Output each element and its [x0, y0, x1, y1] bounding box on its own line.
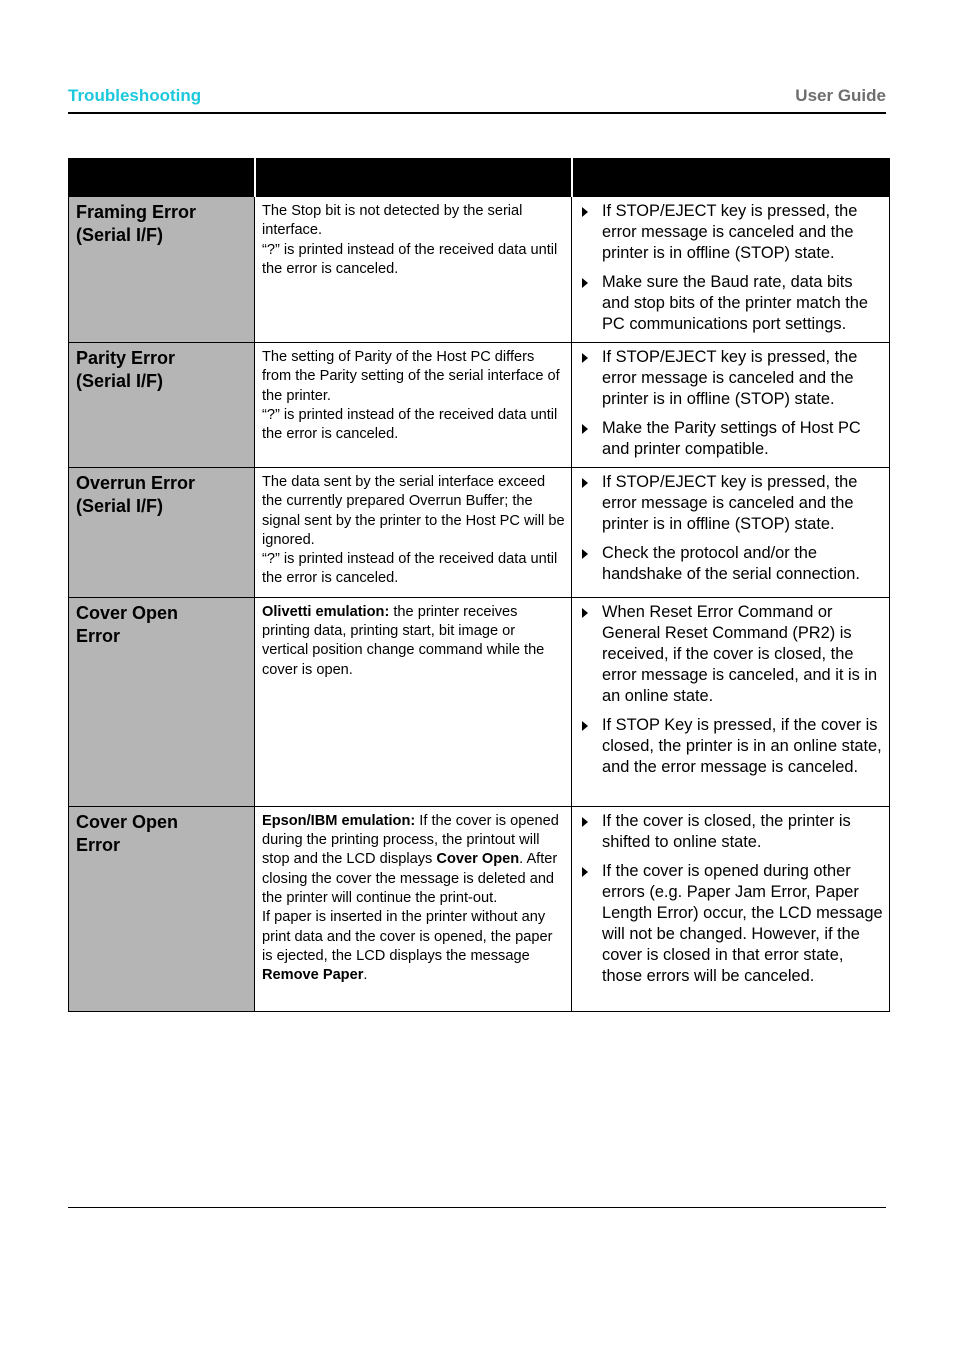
- error-name-line: Cover Open: [76, 811, 179, 832]
- header-divider: [68, 112, 886, 114]
- error-name-line: Cover Open: [76, 602, 179, 623]
- error-name-line: Error: [76, 834, 121, 855]
- table-row: [69, 343, 890, 468]
- table-header-row: [69, 158, 890, 197]
- remedy-item: [580, 602, 883, 707]
- remedy-text: If STOP/EJECT key is pressed, the error message is canceled and the printer is in offline (STOP) state.: [602, 348, 858, 408]
- bullet-arrow-icon: [582, 278, 588, 288]
- error-name-line: Overrun Error: [76, 473, 196, 493]
- footer-divider: [68, 1207, 886, 1208]
- remedy-text: Make sure the Baud rate, data bits and stop bits of the printer match the PC communications port settings.: [602, 273, 869, 333]
- description-paragraph: [262, 550, 565, 589]
- remedy-item: [580, 272, 883, 335]
- column-header-remedy: [572, 158, 890, 197]
- emulation-label: Epson/IBM emulation:: [262, 812, 416, 829]
- error-name-cell: [69, 597, 255, 806]
- error-description-cell: [255, 343, 572, 468]
- remedy-cell: [572, 468, 890, 598]
- description-text: the printer receives printing data, printing start, bit image or vertical position change command while the cover is open.: [262, 603, 545, 678]
- remedy-text: If STOP/EJECT key is pressed, the error message is canceled and the printer is in offline (STOP) state.: [602, 202, 858, 262]
- error-description-cell: [255, 597, 572, 806]
- description-text: If the cover is opened during the printing process, the printout will stop and the LCD displays: [262, 812, 559, 868]
- description-text: The data sent by the serial interface exceed the currently prepared Overrun Buffer; the signal sent by the printer to the Host PC will be ignored.: [262, 474, 565, 548]
- lcd-message: Cover Open: [436, 851, 520, 868]
- remedy-cell: [572, 806, 890, 1011]
- remedy-item: [580, 201, 883, 264]
- remedy-text: If STOP/EJECT key is pressed, the error message is canceled and the printer is in offline (STOP) state.: [602, 473, 858, 533]
- bullet-arrow-icon: [582, 608, 588, 618]
- description-paragraph: [262, 908, 565, 985]
- description-text: The setting of Parity of the Host PC differs from the Parity setting of the serial interface of the printer.: [262, 349, 560, 404]
- error-description-cell: [255, 197, 572, 343]
- description-paragraph: [262, 473, 565, 550]
- bullet-arrow-icon: [582, 549, 588, 559]
- error-name-line: Framing Error: [76, 202, 197, 222]
- error-name-line: (Serial I/F): [76, 496, 164, 516]
- remedy-item: [580, 543, 883, 585]
- remedy-cell: [572, 597, 890, 806]
- table-row: [69, 468, 890, 598]
- bullet-arrow-icon: [582, 721, 588, 731]
- bullet-arrow-icon: [582, 478, 588, 488]
- column-header-error: [69, 158, 255, 197]
- remedy-item: [580, 715, 883, 778]
- emulation-label: Olivetti emulation:: [262, 603, 390, 620]
- error-name-line: Parity Error: [76, 348, 176, 368]
- description-paragraph: [262, 348, 565, 406]
- bullet-arrow-icon: [582, 424, 588, 434]
- description-paragraph: [262, 241, 565, 280]
- table-row: [69, 806, 890, 1011]
- error-description-cell: [255, 806, 572, 1011]
- description-paragraph: [262, 603, 565, 680]
- description-text: If paper is inserted in the printer without any print data and the cover is opened, the paper is ejected, the LCD displays the message: [262, 909, 553, 964]
- description-paragraph: [262, 202, 565, 241]
- section-title: Troubleshooting: [68, 86, 202, 105]
- remedy-text: If STOP Key is pressed, if the cover is closed, the printer is in an online state, and the error message is canceled.: [602, 715, 882, 776]
- description-paragraph: [262, 406, 565, 445]
- remedy-item: [580, 861, 883, 987]
- remedy-cell: [572, 197, 890, 343]
- description-text: “?” is printed instead of the received data until the error is canceled.: [262, 241, 558, 277]
- remedy-text: Check the protocol and/or the handshake of the serial connection.: [602, 544, 860, 583]
- remedy-item: [580, 811, 883, 853]
- error-name-cell: [69, 806, 255, 1011]
- remedy-text: When Reset Error Command or General Reset Command (PR2) is received, if the cover is closed, the error message is canceled, and it is in an online state.: [602, 602, 878, 705]
- remedy-cell: [572, 343, 890, 468]
- bullet-arrow-icon: [582, 817, 588, 827]
- guide-title: User Guide: [795, 86, 886, 105]
- error-name-line: (Serial I/F): [76, 371, 164, 391]
- error-name-line: Error: [76, 625, 121, 646]
- error-name-cell: [69, 197, 255, 343]
- remedy-item: [580, 418, 883, 460]
- remedy-item: [580, 347, 883, 410]
- lcd-message: Remove Paper: [262, 967, 364, 984]
- remedy-text: If the cover is opened during other errors (e.g. Paper Jam Error, Paper Length Error) occur, the LCD message will not be changed. However, if the cover is closed in that error state, those errors will be canceled.: [602, 861, 883, 985]
- remedy-item: [580, 472, 883, 535]
- error-table: [68, 158, 890, 1012]
- error-description-cell: [255, 468, 572, 598]
- table-row: [69, 197, 890, 343]
- description-paragraph: [262, 812, 565, 908]
- error-name-line: (Serial I/F): [76, 225, 164, 245]
- description-text: The Stop bit is not detected by the serial interface.: [262, 203, 523, 239]
- description-text: “?” is printed instead of the received data until the error is canceled.: [262, 551, 558, 587]
- description-text: . After closing the cover the message is deleted and the printer will continue the print-out.: [262, 851, 558, 906]
- column-header-cause: [255, 158, 572, 197]
- remedy-text: If the cover is closed, the printer is shifted to online state.: [602, 811, 851, 851]
- description-text: .: [363, 967, 368, 984]
- bullet-arrow-icon: [582, 353, 588, 363]
- error-name-cell: [69, 343, 255, 468]
- bullet-arrow-icon: [582, 207, 588, 217]
- bullet-arrow-icon: [582, 867, 588, 877]
- error-name-cell: [69, 468, 255, 598]
- table-row: [69, 597, 890, 806]
- description-text: “?” is printed instead of the received data until the error is canceled.: [262, 406, 558, 443]
- remedy-text: Make the Parity settings of Host PC and printer compatible.: [602, 419, 861, 458]
